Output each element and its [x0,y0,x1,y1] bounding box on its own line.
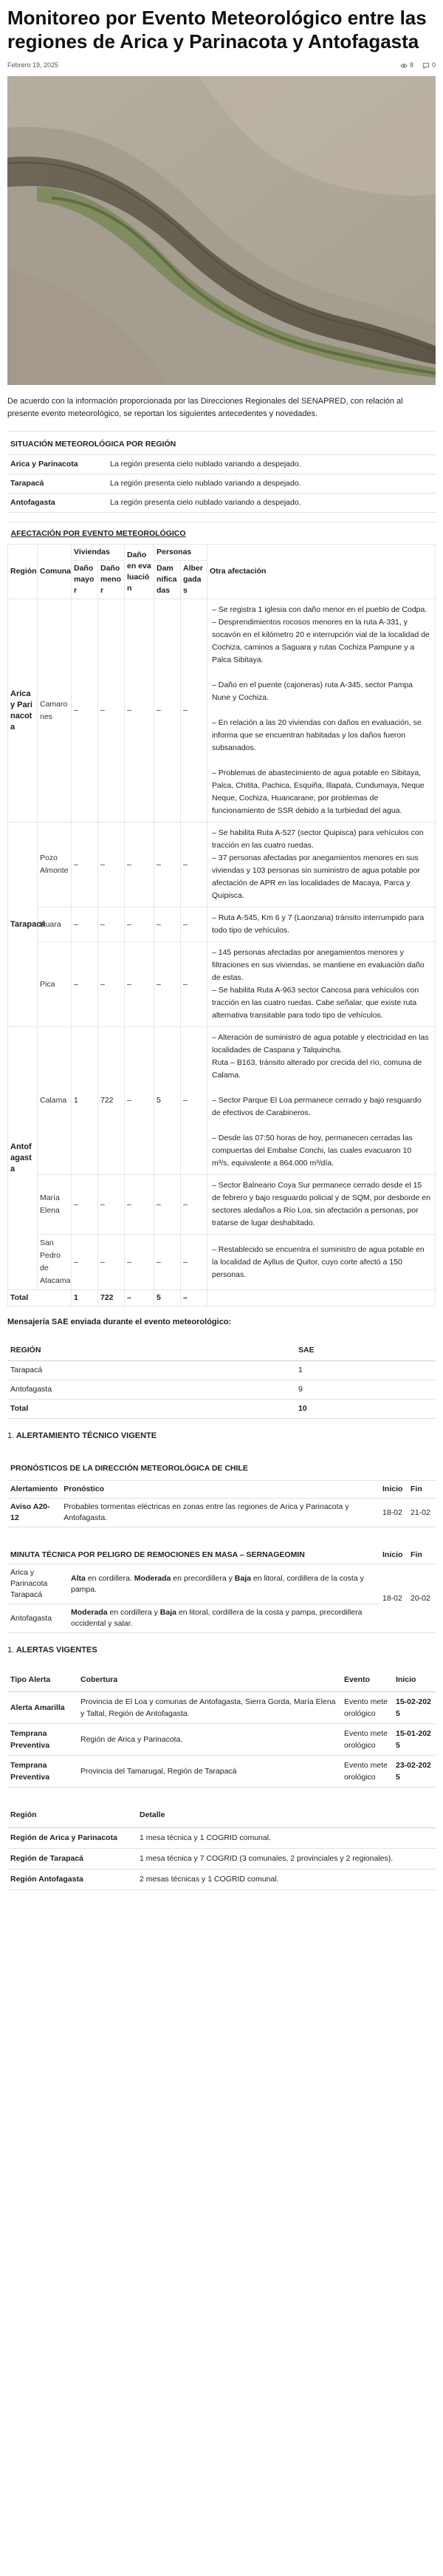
col-inicio: Inicio [393,1669,436,1692]
sae-heading: Mensajería SAE enviada durante el evento meteorológico: [7,1318,232,1327]
alert-type: Temprana Preventiva [7,1724,78,1756]
region-cell: Antofagasta [7,1380,295,1400]
col-inicio: Inicio [380,1541,408,1564]
value-cell: – [98,822,125,907]
observation-line: – Desprendimientos rocosos menores en la ruta A-331, y socavón en el kilómetro 20 e interrupción vial de la localidad de Cochiza, caminos a Saguara y rutas Cochiza Pampune y a Palca Sibitaya. [212,618,430,665]
total-value: – [181,1290,207,1306]
article-date: Febrero 19, 2025 [7,61,59,69]
observation-line: – En relación a las 20 viviendas con daños en evaluación, se informa que se encuentran habitadas y los daños fueron subsanados. [212,718,422,753]
col-dano-eval: Daño en evaluación [125,545,154,599]
value-cell: – [72,942,98,1027]
observations-cell [207,599,436,822]
comment-icon [422,62,430,69]
sae-value: 1 [295,1361,436,1380]
alert-type: Alerta Amarilla [7,1692,78,1724]
total-value: 5 [154,1290,181,1306]
start-date: 18-02 [380,1564,408,1633]
region-cell: Antofagasta [7,1604,68,1633]
total-value: 1 [72,1290,98,1306]
situation-heading: SITUACIÓN METEOROLÓGICA POR REGIÓN [7,432,436,455]
observation-line: – Sector Parque El Loa permanece cerrado y bajo resguardo de efectivos de Carabineros. [212,1096,422,1118]
situation-text: La región presenta cielo nublado variando a despejado. [107,494,436,513]
col-evento: Evento [341,1669,393,1692]
table-row [7,1604,436,1633]
total-label: Total [8,1290,72,1306]
observations-cell [207,1235,436,1290]
alertamiento-heading [7,1431,436,1442]
value-cell: – [181,599,207,822]
comuna-cell: Huara [38,907,72,942]
observation-line: – Se registra 1 iglesia con daño menor en el pueblo de Codpa. [212,605,427,615]
alertas-heading [7,1645,436,1657]
observation-line: – Problemas de abastecimiento de agua potable en Sibitaya, Palca, Chitita, Pachica, Esquiña, Illapata, Cundumaya, Neque Neque, Cochiza, Huancarane, por problemas de funcionamiento de SSR debido a la turbiedad del agua. [212,769,425,816]
value-cell: – [72,822,98,907]
coordination-table [7,1804,436,1890]
total-value: – [125,1290,154,1306]
affectation-table [7,522,436,1306]
forecast-text: Probables tormentas eléctricas en zonas entre las regiones de Arica y Parinacota y Antofagasta. [61,1499,380,1527]
table-row [7,1380,436,1400]
alert-coverage: Provincia de El Loa y comunas de Antofagasta, Sierra Gorda, María Elena y Taltal, Región de Antofagasta. [78,1692,341,1724]
observations-cell [207,942,436,1027]
observation-line: – 37 personas afectadas por anegamientos menores en sus viviendas y 103 personas sin suministro de agua potable por afectación de APR en las localidades de Macaya, Parca y Quipisca. [212,853,420,901]
value-cell: 1 [72,1027,98,1175]
table-header-row [7,1669,436,1692]
heading-text: ALERTAS VIGENTES [16,1646,97,1655]
observations-cell [207,1175,436,1235]
table-row [7,1827,436,1848]
value-cell: – [154,822,181,907]
alerts-table [7,1669,436,1788]
col-sae: SAE [295,1340,436,1361]
value-cell: – [72,907,98,942]
alert-coverage: Provincia del Tamarugal, Región de Tarapacá [78,1756,341,1788]
table-header-row [7,1340,436,1361]
value-cell: – [154,942,181,1027]
col-alertamiento: Alertamiento [7,1481,61,1499]
comuna-cell: Pozo Almonte [38,822,72,907]
value-cell: – [125,1235,154,1290]
table-header-row [8,545,436,561]
value-cell: – [125,907,154,942]
value-cell: – [154,1235,181,1290]
alert-start: 15-02-2025 [393,1692,436,1724]
value-cell: – [98,599,125,822]
region-cell: Antofagasta [8,1027,38,1290]
value-cell: – [181,1175,207,1235]
sae-value: 9 [295,1380,436,1400]
table-row [8,907,436,942]
observation-line: – Se habilita Ruta A-527 (sector Quipisca) para vehículos con tracción en las cuatro ruedas. [212,828,424,851]
region-cell: Arica y Parinacota [8,599,38,822]
table-row [7,1869,436,1890]
alert-event: Evento meteorológico [341,1724,393,1756]
value-cell: – [72,1175,98,1235]
detail-text: 2 mesas técnicas y 1 COGRID comunal. [137,1869,436,1890]
situation-text: La región presenta cielo nublado variando a despejado. [107,455,436,474]
observations-cell [207,907,436,942]
col-pronostico: Pronóstico [61,1481,380,1499]
affectation-heading: AFECTACIÓN POR EVENTO METEOROLÓGICO [8,522,436,545]
observations-cell [207,1027,436,1175]
value-cell: – [125,599,154,822]
region-cell: Antofagasta [7,494,107,513]
value-cell: – [98,1235,125,1290]
col-dano-mayor: Daño mayor [72,561,98,599]
col-fin: Fin [408,1541,436,1564]
comuna-cell: Pica [38,942,72,1027]
forecast-heading: PRONÓSTICOS DE LA DIRECCIÓN METEOROLÓGICA DE CHILE [7,1456,436,1481]
sae-table [7,1340,436,1419]
total-value: 722 [98,1290,125,1306]
alert-event: Evento meteorológico [341,1692,393,1724]
table-row [8,1235,436,1290]
alert-event: Evento meteorológico [341,1756,393,1788]
table-row [7,1361,436,1380]
col-cobertura: Cobertura [78,1669,341,1692]
table-header-row [7,1541,436,1564]
total-row [8,1290,436,1306]
table-row [8,822,436,907]
alert-coverage: Región de Arica y Parinacota. [78,1724,341,1756]
table-row [7,494,436,513]
list-number: 1. [7,1646,15,1655]
end-date: 20-02 [408,1564,436,1633]
forecast-table [7,1456,436,1527]
value-cell: 5 [154,1027,181,1175]
table-row [7,1848,436,1869]
value-cell: – [125,822,154,907]
situation-table [7,431,436,513]
col-otra-afectacion: Otra afectación [207,545,436,599]
observation-line: – Alteración de suministro de agua potable y electricidad en las localidades de Caspana y Talquincha. [212,1033,429,1055]
comuna-cell: San Pedro de Atacama [38,1235,72,1290]
col-region: REGIÓN [7,1340,295,1361]
region-cell: Región de Arica y Parinacota [7,1827,137,1848]
minuta-table [7,1541,436,1633]
comments-count: 0 [431,61,436,69]
table-row [7,1756,436,1788]
table-header-row [7,1481,436,1499]
total-row [7,1400,436,1419]
group-viviendas: Viviendas [72,545,125,561]
region-cell: Arica y Parinacota Tarapacá [7,1564,68,1604]
value-cell: – [181,942,207,1027]
aerial-landscape-photo-icon [7,76,436,385]
value-cell: – [72,599,98,822]
comuna-cell: Calama [38,1027,72,1175]
observation-line: – Se habilita Ruta A-963 sector Cancosa para vehículos con tracción en las cuatro ruedas. Cabe señalar, que existe ruta alternativa transitable para todo tipo de vehículos. [212,986,419,1020]
start-date: 18-02 [380,1499,408,1527]
observations-cell [207,822,436,907]
col-detalle: Detalle [137,1804,436,1827]
alert-start: 23-02-2025 [393,1756,436,1788]
end-date: 21-02 [408,1499,436,1527]
region-cell: Región de Tarapacá [7,1848,137,1869]
intro-paragraph: De acuerdo con la información proporcionada por las Direcciones Regionales del SENAPRED, con relación al presente evento meteorológico, se reportan los siguientes antecedentes y novedades. [7,397,403,419]
table-row [7,1499,436,1527]
article-title: Monitoreo por Evento Meteorológico entre las regiones de Arica y Parinacota y Antofagasta [7,7,427,52]
table-row [8,1027,436,1175]
group-personas: Personas [154,545,207,561]
col-fin: Fin [408,1481,436,1499]
table-row [8,942,436,1027]
value-cell: – [154,1175,181,1235]
value-cell: – [154,907,181,942]
alert-start: 15-01-2025 [393,1724,436,1756]
col-albergadas: Albergadas [181,561,207,599]
table-header-row [7,1804,436,1827]
col-inicio: Inicio [380,1481,408,1499]
value-cell: 722 [98,1027,125,1175]
eye-icon [400,62,408,69]
hero-image [7,76,436,385]
table-row [8,599,436,822]
observation-line: – Ruta A-545, Km 6 y 7 (Laonzana) tránsito interrumpido para todo tipo de vehículos. [212,913,425,936]
observation-line: – Sector Balneario Coya Sur permanece cerrado desde el 15 de febrero y bajo resguardo policial y de SQM, por desborde en sectores aledaños a Río Loa, sin afectación a personas, por tratarse de lugar deshabitado. [212,1181,430,1228]
situation-text: La región presenta cielo nublado variando a despejado. [107,474,436,494]
table-row [7,1564,436,1604]
value-cell: – [154,599,181,822]
value-cell: – [181,1235,207,1290]
comments-link[interactable] [422,61,436,70]
value-cell: – [125,942,154,1027]
col-region: Región [8,545,38,599]
minuta-text: Moderada en cordillera y Baja en litoral, cordillera de la costa y pampa, precordillera occidental y salar. [68,1604,380,1633]
value-cell: – [181,907,207,942]
heading-text: ALERTAMIENTO TÉCNICO VIGENTE [16,1431,157,1441]
comuna-cell: Camarones [38,599,72,822]
table-row [7,1724,436,1756]
value-cell: – [98,907,125,942]
region-cell: Tarapacá [7,1361,295,1380]
alert-name: Aviso A20-12 [7,1499,61,1527]
detail-text: 1 mesa técnica y 7 COGRID (3 comunales, 2 provinciales y 2 regionales). [137,1848,436,1869]
views-counter [400,61,413,70]
observation-line: – 145 personas afectadas por anegamientos menores y filtraciones en sus viviendas, se mantiene en evaluación daño de estas. [212,948,425,983]
col-dano-menor: Daño menor [98,561,125,599]
region-cell: Tarapacá [7,474,107,494]
table-row [7,455,436,474]
region-cell: Arica y Parinacota [7,455,107,474]
list-number: 1. [7,1431,15,1441]
comuna-cell: María Elena [38,1175,72,1235]
region-cell: Tarapacá [8,822,38,1027]
value-cell: – [125,1175,154,1235]
col-damnificadas: Damnificadas [154,561,181,599]
table-row [7,474,436,494]
table-row [7,1692,436,1724]
minuta-heading: MINUTA TÉCNICA POR PELIGRO DE REMOCIONES EN MASA – SERNAGEOMIN [7,1541,380,1564]
region-cell: Región Antofagasta [7,1869,137,1890]
total-label: Total [7,1400,295,1419]
alert-type: Temprana Preventiva [7,1756,78,1788]
article-meta [7,61,436,70]
col-tipo: Tipo Alerta [7,1669,78,1692]
value-cell: – [72,1235,98,1290]
col-region: Región [7,1804,137,1827]
detail-text: 1 mesa técnica y 1 COGRID comunal. [137,1827,436,1848]
observation-line: Ruta – B163, tránsito alterado por crecida del río, comuna de Calama. [212,1058,422,1080]
value-cell: – [181,1027,207,1175]
value-cell: – [98,1175,125,1235]
value-cell: – [181,822,207,907]
observation-line: – Daño en el puente (cajoneras) ruta A-345, sector Pampa Nune y Cochiza. [212,681,413,703]
value-cell: – [98,942,125,1027]
total-value: 10 [295,1400,436,1419]
minuta-text: Alta en cordillera. Moderada en precordillera y Baja en litoral, cordillera de la costa y pampa. [68,1564,380,1604]
observation-line: – Desde las 07:50 horas de hoy, permanecen cerradas las compuertas del Embalse Conchi, las cuales evacuaron 10 m³/s, equivalente a 864.000 m³/día. [212,1134,413,1168]
col-comuna: Comuna [38,545,72,599]
value-cell: – [125,1027,154,1175]
views-count: 8 [409,61,413,69]
observation-line: – Restablecido se encuentra el suministro de agua potable en la localidad de Ayllus de Quitor, cuyo corte afectó a 150 personas. [212,1244,425,1279]
table-row [8,1175,436,1235]
